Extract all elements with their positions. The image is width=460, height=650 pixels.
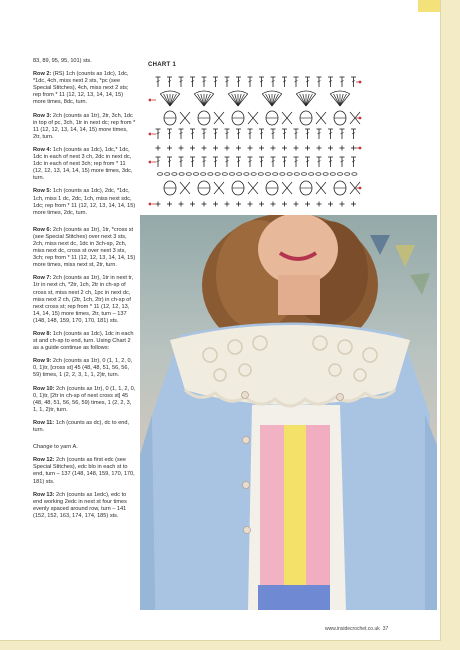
row-label: Row 10: [33,385,55,392]
pattern-row [33,331,136,352]
fan-symbol [198,94,204,106]
pattern-text-column [33,58,136,526]
row-marker [149,203,152,206]
row-marker [359,187,362,190]
fan-symbol [194,91,214,94]
row-label: Row 2: [33,71,52,78]
chain-symbol [309,173,314,176]
fan-symbol [160,91,180,94]
row-marker [359,147,362,150]
pattern-row [33,188,136,216]
row-label: Row 11: [33,419,55,426]
row-text: 2ch (counts as 1tr), 2tr, 3ch, 1dc in top of pc, 3ch, 1tr in next dc; rep from * 11 (12, 12, 13, 14, 14, 15) more times, 2tr, turn. [33,112,136,140]
yarn-change-note: Change to yarn A. [33,444,78,451]
page-footer [325,626,388,632]
row-text: 2ch (counts as 1tr), 1tr, *cross st (see Special Stitches) over next 3 sts, 2ch, miss next dc, 1dc in 3ch-sp, 2ch, miss next dc, cross st over next 3 sts, 3ch; rep from * 11 (12, 12, 13, 14, 14, 15) more times, miss next st, 2tr, turn. [33,226,136,269]
fan-symbol [334,94,340,106]
pattern-row [33,492,136,520]
row-label: Row 5: [33,188,52,195]
cardigan-photo [140,215,437,610]
pattern-row [33,71,136,106]
row-marker [149,99,152,102]
row-label: Row 12: [33,457,55,464]
pattern-row [33,113,136,141]
chain-symbol [244,173,249,176]
chain-symbol [352,173,357,176]
row-marker [359,117,362,120]
fan-symbol [272,94,278,106]
page-number: 37 [382,626,389,632]
chain-symbol [294,173,299,176]
row-text: 2ch (counts as 1tr), 0 (1, 1, 2, 0, 0, 1)tr, [cross st] 45 (48, 48, 51, 56, 56, 59) times, 1 (2, 2, 3, 1, 1, 2)tr, turn. [33,358,133,379]
fan-symbol [238,94,244,106]
row-text: (RS) 1ch (counts as 1dc), 1dc, *1dc, 4ch, miss next 2 sts, *pc (see Special Stitches), 4ch, miss next 2 sts; rep from * 11 (12, 12, 13, 14, 14, 15) more times, 8dc, turn. [33,71,129,106]
row-label: Row 13: [33,491,55,498]
fan-symbol [170,94,176,106]
crochet-chart-symbols [148,74,372,210]
crochet-chart [148,62,372,212]
chain-symbol [229,173,234,176]
fan-symbol [330,91,350,94]
row-label: Row 9: [33,358,52,365]
pattern-row [33,227,136,270]
chain-symbol [316,173,321,176]
chain-symbol [215,173,220,176]
fan-symbol [306,94,312,106]
fan-symbol [266,94,272,106]
chain-symbol [337,173,342,176]
chain-symbol [330,173,335,176]
chain-symbol [265,173,270,176]
chain-symbol [208,173,213,176]
pattern-row [33,147,136,182]
fan-symbol [164,94,170,106]
row-text: 2ch (counts as 1edc), edc to end working 2edc in next st four times evenly spaced around row, turn – 141 (152, 152, 163, 174, 174, 185) sts. [33,491,127,519]
fan-symbol [228,91,248,94]
footer-site: www.insidecrochet.co.uk [325,626,380,632]
row-marker [149,161,152,164]
fan-symbol [300,94,306,106]
row-marker [149,133,152,136]
fan-symbol [204,94,210,106]
row-marker [359,81,362,84]
row-text: 1ch (counts as dc), dc to end, turn. [33,419,130,434]
pattern-row [33,386,136,414]
chain-symbol [273,173,278,176]
chain-symbol [280,173,285,176]
chain-symbol [323,173,328,176]
row-text: 1ch (counts as 1dc), 2dc, *1dc, 1ch, miss 1 dc, 2dc, 1ch, miss next sdc, 1dc; rep from * 11 (12, 12, 13, 14, 14, 15) more times, 2dc, turn. [33,188,136,216]
chain-symbol [193,173,198,176]
pattern-row [33,457,136,485]
fan-symbol [340,94,346,106]
chain-symbol [201,173,206,176]
corner-tab [418,0,440,12]
row-label: Row 6: [33,226,52,233]
fan-symbol [262,91,282,94]
chain-symbol [157,173,162,176]
chain-symbol [258,173,263,176]
chain-symbol [172,173,177,176]
chain-symbol [222,173,227,176]
fan-symbol [232,94,238,106]
chain-symbol [179,173,184,176]
chain-symbol [301,173,306,176]
chain-symbol [165,173,170,176]
chain-symbol [237,173,242,176]
pattern-row [33,358,136,379]
row-text: 2ch (counts as 1tr), 1tr in next tr, 1tr in next ch, *2tr, 1ch, 2tr in ch-sp of cross st, miss next 2 ch, 1pc in next dc, miss next 2 ch, (2tr, 1ch, 2tr) in ch-sp of next cross st; rep from * 11 (12, 12, 13, 14, 14, 15) more times, 2tr, turn – 137 (148, 148, 159, 170, 170, 181) sts. [33,275,134,324]
row-text: 2ch (counts as first edc (see Special Stitches), edc blo in each st to end, turn – 137 (148, 148, 159, 170, 170, 181) sts. [33,457,135,485]
chain-symbol [287,173,292,176]
pattern-row [33,420,136,434]
chain-symbol [186,173,191,176]
pattern-intro: 83, 89, 95, 95, 101) sts. [33,58,92,64]
chart-title: CHART 1 [148,62,177,68]
row-label: Row 7: [33,275,52,282]
row-label: Row 3: [33,112,52,119]
row-text: 2ch (counts as 1tr), 0 (1, 1, 2, 0, 0, 1)tr, [2tr in ch-sp of next cross st] 45 (48, 48, 51, 56, 56, 59) times, 1 (2, 2, 3, 1, 1, 2)tr, turn. [33,385,136,413]
row-label: Row 8: [33,331,52,337]
crochet-cardigan-photo-icon [140,215,437,610]
fan-symbol [296,91,316,94]
row-text: 1ch (counts as 1dc), 1dc in each st and ch-sp to end, turn. Using Chart 2 as a guide continue as follows: [33,331,134,352]
row-text: 1ch (counts as 1dc), 1dc,* 1dc, 1dc in each of next 3 ch, 2dc in next dc, 1dc in each of next 3ch; rep from * 11 (12, 12, 13, 14, 14, 15) more times, 3dc, turn. [33,146,133,182]
chain-symbol [251,173,256,176]
pattern-row [33,275,136,325]
row-label: Row 4: [33,146,52,153]
chain-symbol [345,173,350,176]
